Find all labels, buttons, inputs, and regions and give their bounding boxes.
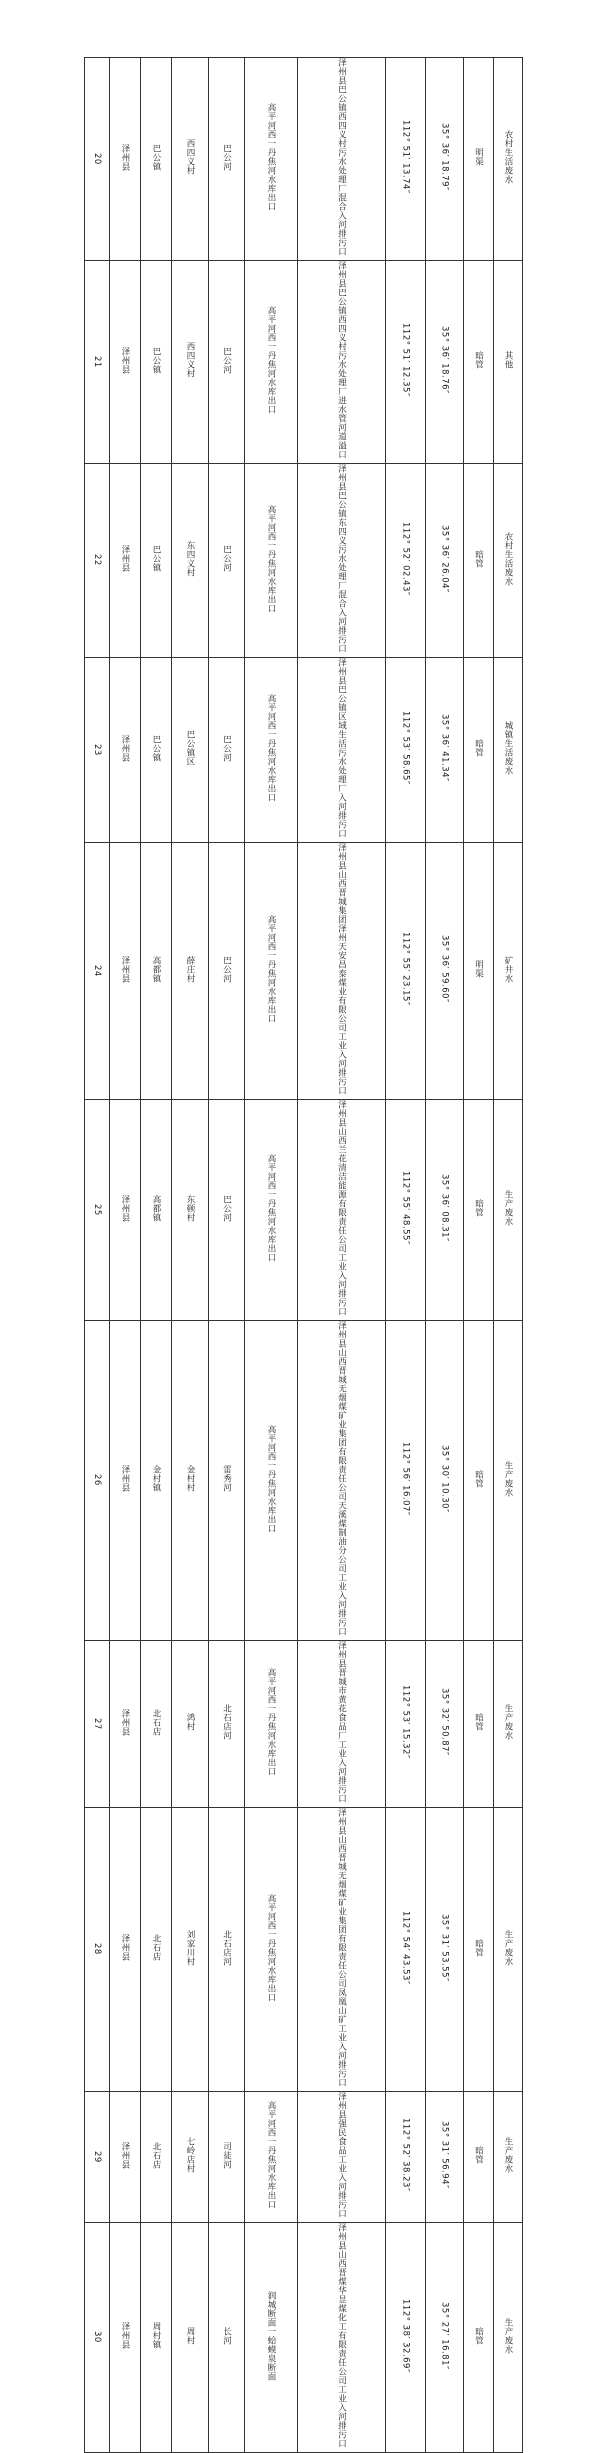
county: 泽州县 bbox=[120, 1465, 130, 1492]
discharge-mode: 暗管 bbox=[473, 1469, 484, 1488]
discharge-mode-cell bbox=[464, 464, 494, 658]
table-row bbox=[85, 2223, 523, 2453]
control-section: 高平河西一丹焦河水库出口 bbox=[266, 504, 276, 613]
village-cell bbox=[172, 843, 209, 1100]
town-cell bbox=[141, 1100, 172, 1321]
county-cell bbox=[110, 261, 141, 464]
outlet-name-cell bbox=[298, 58, 386, 261]
row-number: 26 bbox=[92, 1474, 102, 1486]
county: 泽州县 bbox=[120, 734, 130, 762]
outlet-name: 泽州县山西兰花清洁能源有限责任公司工业入河排污口 bbox=[336, 1100, 347, 1316]
outlet-name-cell bbox=[298, 261, 386, 464]
county: 泽州县 bbox=[120, 545, 130, 572]
row-number-cell bbox=[85, 58, 110, 261]
town-cell bbox=[141, 261, 172, 464]
village-cell bbox=[172, 658, 209, 843]
discharge-mode-cell bbox=[464, 1808, 494, 2092]
row-number-cell bbox=[85, 464, 110, 658]
control-section: 高平河西一丹焦河水库出口 bbox=[266, 1154, 276, 1262]
latitude-cell bbox=[426, 261, 464, 464]
wastewater-type: 农村生活废水 bbox=[503, 130, 513, 184]
latitude-cell bbox=[426, 2223, 464, 2453]
town-cell bbox=[141, 843, 172, 1100]
control-section-cell bbox=[245, 2223, 298, 2453]
town: 巴公镇 bbox=[151, 734, 161, 762]
control-section-cell bbox=[245, 1808, 298, 2092]
control-section: 高平河西一丹焦河水库出口 bbox=[266, 1424, 276, 1533]
outlet-name: 泽州县巴公镇西四义村污水处理厂进水管河道溢口 bbox=[336, 261, 347, 459]
row-number: 25 bbox=[92, 1203, 102, 1216]
control-section: 润城断面一蛤蟆泉断面 bbox=[266, 2290, 276, 2381]
wastewater-type-cell bbox=[494, 1808, 523, 2092]
control-section-cell bbox=[245, 843, 298, 1100]
county: 泽州县 bbox=[120, 955, 130, 983]
town: 北石店 bbox=[151, 1934, 161, 1961]
county: 泽州县 bbox=[120, 1708, 130, 1736]
river-cell bbox=[209, 2092, 245, 2223]
village: 东四义村 bbox=[185, 540, 195, 577]
row-number: 30 bbox=[92, 2331, 102, 2343]
town: 高都镇 bbox=[151, 955, 161, 983]
row-number-cell bbox=[85, 1100, 110, 1321]
longitude: 112° 51′ 13.74″ bbox=[400, 120, 411, 194]
longitude-cell bbox=[386, 261, 426, 464]
row-number: 24 bbox=[92, 964, 102, 977]
discharge-mode: 暗管 bbox=[473, 549, 484, 568]
row-number-cell bbox=[85, 2092, 110, 2223]
latitude: 35° 36′ 59.60″ bbox=[439, 935, 450, 1003]
town-cell bbox=[141, 1321, 172, 1641]
control-section: 高平河西一丹焦河水库出口 bbox=[266, 1668, 276, 1776]
table-row bbox=[85, 464, 523, 658]
outlet-name: 泽州县巴公镇东四义污水处理厂混合入河排污口 bbox=[336, 464, 347, 653]
county-cell bbox=[110, 843, 141, 1100]
latitude: 35° 36′ 18.79″ bbox=[439, 123, 450, 191]
wastewater-type: 生产废水 bbox=[503, 2317, 513, 2354]
outlet-name-cell bbox=[298, 2223, 386, 2453]
latitude: 35° 36′ 18.76″ bbox=[439, 326, 450, 394]
wastewater-type-cell bbox=[494, 464, 523, 658]
latitude-cell bbox=[426, 1100, 464, 1321]
town-cell bbox=[141, 1808, 172, 2092]
wastewater-type-cell bbox=[494, 2092, 523, 2223]
village: 巴公镇区 bbox=[185, 730, 195, 766]
longitude-cell bbox=[386, 464, 426, 658]
discharge-mode: 暗管 bbox=[473, 2146, 484, 2164]
control-section-cell bbox=[245, 1641, 298, 1808]
discharge-mode-cell bbox=[464, 58, 494, 261]
village-cell bbox=[172, 58, 209, 261]
latitude-cell bbox=[426, 2092, 464, 2223]
row-number-cell bbox=[85, 2223, 110, 2453]
wastewater-type: 农村生活废水 bbox=[503, 531, 513, 586]
county-cell bbox=[110, 464, 141, 658]
village: 西四义村 bbox=[185, 342, 195, 378]
county: 泽州县 bbox=[120, 2141, 130, 2169]
discharge-mode-cell bbox=[464, 261, 494, 464]
longitude: 112° 55′ 48.55″ bbox=[400, 1171, 411, 1245]
longitude: 112° 55′ 23.15″ bbox=[400, 932, 411, 1006]
discharge-mode-cell bbox=[464, 843, 494, 1100]
village: 东顿村 bbox=[185, 1194, 195, 1222]
row-number: 21 bbox=[92, 355, 102, 368]
control-section-cell bbox=[245, 1321, 298, 1641]
table-row bbox=[85, 1321, 523, 1641]
table-row bbox=[85, 1100, 523, 1321]
county-cell bbox=[110, 1808, 141, 2092]
discharge-mode: 明渠 bbox=[473, 148, 484, 166]
river: 巴公河 bbox=[221, 955, 232, 983]
longitude: 112° 38′ 32.69″ bbox=[400, 2298, 411, 2373]
river: 巴公河 bbox=[221, 346, 232, 374]
river: 雷秀河 bbox=[221, 1465, 232, 1492]
county-cell bbox=[110, 658, 141, 843]
control-section: 高平河西一丹焦河水库出口 bbox=[266, 2101, 276, 2209]
wastewater-type-cell bbox=[494, 843, 523, 1100]
control-section-cell bbox=[245, 58, 298, 261]
river-cell bbox=[209, 1321, 245, 1641]
discharge-mode-cell bbox=[464, 2223, 494, 2453]
longitude-cell bbox=[386, 658, 426, 843]
discharge-mode-cell bbox=[464, 1100, 494, 1321]
discharge-mode: 暗管 bbox=[473, 351, 484, 369]
river: 巴公河 bbox=[221, 734, 232, 762]
latitude: 35° 36′ 26.04″ bbox=[439, 524, 450, 593]
wastewater-type-cell bbox=[494, 58, 523, 261]
row-number-cell bbox=[85, 1641, 110, 1808]
longitude-cell bbox=[386, 1808, 426, 2092]
river-cell bbox=[209, 58, 245, 261]
wastewater-type: 其他 bbox=[503, 351, 513, 369]
longitude: 112° 51′ 12.35″ bbox=[400, 323, 411, 397]
wastewater-type-cell bbox=[494, 2223, 523, 2453]
discharge-mode: 暗管 bbox=[473, 1938, 484, 1957]
discharge-mode-cell bbox=[464, 1321, 494, 1641]
outlet-name: 泽州县巴公镇区域生活污水处理厂入河排污口 bbox=[336, 658, 347, 838]
longitude: 112° 53′ 58.65″ bbox=[400, 711, 411, 785]
longitude: 112° 53′ 15.32″ bbox=[400, 1685, 411, 1759]
town-cell bbox=[141, 1641, 172, 1808]
longitude: 112° 52′ 02.43″ bbox=[400, 521, 411, 596]
village-cell bbox=[172, 464, 209, 658]
village: 金村村 bbox=[185, 1465, 195, 1492]
discharge-mode: 明渠 bbox=[473, 960, 484, 978]
village: 周村 bbox=[185, 2326, 195, 2345]
river-cell bbox=[209, 261, 245, 464]
wastewater-type-cell bbox=[494, 658, 523, 843]
county-cell bbox=[110, 1641, 141, 1808]
village-cell bbox=[172, 2092, 209, 2223]
river-cell bbox=[209, 843, 245, 1100]
latitude-cell bbox=[426, 58, 464, 261]
wastewater-type: 生产废水 bbox=[503, 1704, 513, 1740]
latitude: 35° 31′ 56.94″ bbox=[439, 2121, 450, 2189]
control-section-cell bbox=[245, 1100, 298, 1321]
latitude: 35° 36′ 08.31″ bbox=[439, 1174, 450, 1242]
wastewater-type-cell bbox=[494, 1641, 523, 1808]
town-cell bbox=[141, 58, 172, 261]
longitude-cell bbox=[386, 1641, 426, 1808]
control-section-cell bbox=[245, 464, 298, 658]
outlet-name: 泽州县山西晋城无烟煤矿业集团有限责任公司凤凰山矿工业入河排污口 bbox=[336, 1808, 347, 2087]
latitude: 35° 27′ 16.81″ bbox=[439, 2301, 450, 2370]
town: 北石店 bbox=[151, 2141, 161, 2169]
river-cell bbox=[209, 464, 245, 658]
discharge-mode: 暗管 bbox=[473, 1199, 484, 1217]
river: 巴公河 bbox=[221, 143, 232, 171]
outlet-name: 泽州县巴公镇西四义村污水处理厂混合入河排污口 bbox=[336, 58, 347, 256]
wastewater-type-cell bbox=[494, 1321, 523, 1641]
village-cell bbox=[172, 1808, 209, 2092]
latitude-cell bbox=[426, 658, 464, 843]
river-cell bbox=[209, 1641, 245, 1808]
village-cell bbox=[172, 2223, 209, 2453]
outlet-name: 泽州县强民食品工业入河排污口 bbox=[336, 2092, 347, 2218]
town: 金村镇 bbox=[151, 1465, 161, 1492]
river: 北石店河 bbox=[221, 1929, 232, 1966]
longitude-cell bbox=[386, 2223, 426, 2453]
outlet-name: 泽州县山西晋城无烟煤矿业集团有限责任公司天溪煤制油分公司工业入河排污口 bbox=[336, 1321, 347, 1636]
county: 泽州县 bbox=[120, 1934, 130, 1961]
county-cell bbox=[110, 2092, 141, 2223]
village-cell bbox=[172, 1100, 209, 1321]
table-row bbox=[85, 843, 523, 1100]
county: 泽州县 bbox=[120, 143, 130, 171]
table-row bbox=[85, 261, 523, 464]
discharge-mode-cell bbox=[464, 658, 494, 843]
longitude-cell bbox=[386, 1100, 426, 1321]
longitude-cell bbox=[386, 843, 426, 1100]
town-cell bbox=[141, 2223, 172, 2453]
row-number: 27 bbox=[92, 1717, 102, 1730]
outlet-name-cell bbox=[298, 1641, 386, 1808]
outlet-name-cell bbox=[298, 658, 386, 843]
discharge-mode: 暗管 bbox=[473, 2326, 484, 2345]
town: 高都镇 bbox=[151, 1194, 161, 1222]
control-section-cell bbox=[245, 261, 298, 464]
longitude-cell bbox=[386, 1321, 426, 1641]
river-cell bbox=[209, 2223, 245, 2453]
row-number-cell bbox=[85, 843, 110, 1100]
row-number-cell bbox=[85, 1321, 110, 1641]
longitude: 112° 52′ 38.23″ bbox=[400, 2118, 411, 2192]
outlet-name-cell bbox=[298, 1808, 386, 2092]
table-row bbox=[85, 2092, 523, 2223]
row-number: 22 bbox=[92, 554, 102, 566]
outlet-name-cell bbox=[298, 1321, 386, 1641]
latitude: 35° 30′ 10.30″ bbox=[439, 1444, 450, 1513]
latitude: 35° 36′ 41.34″ bbox=[439, 714, 450, 782]
river-cell bbox=[209, 658, 245, 843]
control-section: 高平河西一丹焦河水库出口 bbox=[266, 306, 276, 414]
wastewater-type-cell bbox=[494, 261, 523, 464]
wastewater-type: 城镇生活废水 bbox=[503, 721, 513, 775]
village-cell bbox=[172, 261, 209, 464]
latitude: 35° 31′ 53.55″ bbox=[439, 1913, 450, 1982]
control-section-cell bbox=[245, 2092, 298, 2223]
village-cell bbox=[172, 1321, 209, 1641]
latitude-cell bbox=[426, 1641, 464, 1808]
wastewater-type: 生产废水 bbox=[503, 1460, 513, 1497]
row-number: 20 bbox=[92, 152, 102, 165]
river: 司徒河 bbox=[221, 2141, 232, 2169]
wastewater-type-cell bbox=[494, 1100, 523, 1321]
longitude-cell bbox=[386, 58, 426, 261]
row-number-cell bbox=[85, 658, 110, 843]
county-cell bbox=[110, 1321, 141, 1641]
row-number-cell bbox=[85, 261, 110, 464]
wastewater-type: 矿井水 bbox=[503, 955, 513, 983]
table-row bbox=[85, 1641, 523, 1808]
longitude-cell bbox=[386, 2092, 426, 2223]
control-section: 高平河西一丹焦河水库出口 bbox=[266, 915, 276, 1023]
town: 周村镇 bbox=[151, 2322, 161, 2349]
discharge-mode-cell bbox=[464, 1641, 494, 1808]
outlet-name-cell bbox=[298, 464, 386, 658]
discharge-mode-cell bbox=[464, 2092, 494, 2223]
control-section: 高平河西一丹焦河水库出口 bbox=[266, 1893, 276, 2002]
outlet-name: 泽州县山西晋城集团泽州天安昌泰煤业有限公司工业入河排污口 bbox=[336, 843, 347, 1095]
wastewater-type: 生产废水 bbox=[503, 1929, 513, 1966]
river-cell bbox=[209, 1100, 245, 1321]
town: 北石店 bbox=[151, 1708, 161, 1736]
table-row bbox=[85, 1808, 523, 2092]
control-section: 高平河西一丹焦河水库出口 bbox=[266, 103, 276, 211]
row-number: 23 bbox=[92, 743, 102, 756]
latitude: 35° 32′ 50.87″ bbox=[439, 1688, 450, 1756]
town-cell bbox=[141, 658, 172, 843]
county: 泽州县 bbox=[120, 2322, 130, 2349]
discharge-mode: 暗管 bbox=[473, 739, 484, 757]
river: 巴公河 bbox=[221, 545, 232, 572]
town: 巴公镇 bbox=[151, 143, 161, 171]
village: 鸿村 bbox=[185, 1713, 195, 1731]
town-cell bbox=[141, 464, 172, 658]
river: 北石店河 bbox=[221, 1704, 232, 1740]
control-section-cell bbox=[245, 658, 298, 843]
county: 泽州县 bbox=[120, 346, 130, 374]
latitude-cell bbox=[426, 1321, 464, 1641]
river: 巴公河 bbox=[221, 1194, 232, 1222]
row-number: 28 bbox=[92, 1943, 102, 1955]
county-cell bbox=[110, 58, 141, 261]
longitude: 112° 56′ 16.07″ bbox=[400, 1441, 411, 1516]
village: 薛庄村 bbox=[185, 955, 195, 983]
county-cell bbox=[110, 1100, 141, 1321]
outlet-name-cell bbox=[298, 1100, 386, 1321]
latitude-cell bbox=[426, 1808, 464, 2092]
longitude: 112° 54′ 43.53″ bbox=[400, 1910, 411, 1985]
town: 巴公镇 bbox=[151, 346, 161, 374]
control-section: 高平河西一丹焦河水库出口 bbox=[266, 694, 276, 802]
wastewater-type: 生产废水 bbox=[503, 2137, 513, 2173]
county-cell bbox=[110, 2223, 141, 2453]
discharge-mode: 暗管 bbox=[473, 1713, 484, 1731]
town: 巴公镇 bbox=[151, 545, 161, 572]
river-cell bbox=[209, 1808, 245, 2092]
latitude-cell bbox=[426, 464, 464, 658]
row-number-cell bbox=[85, 1808, 110, 2092]
wastewater-type: 生产废水 bbox=[503, 1190, 513, 1226]
river: 长河 bbox=[221, 2326, 232, 2345]
outlet-name-cell bbox=[298, 2092, 386, 2223]
outlet-table bbox=[84, 57, 523, 2453]
village-cell bbox=[172, 1641, 209, 1808]
outlet-name: 泽州县晋城市黄花食品厂工业入河排污口 bbox=[336, 1641, 347, 1803]
village: 刘家川村 bbox=[185, 1929, 195, 1966]
town-cell bbox=[141, 2092, 172, 2223]
outlet-name: 泽州县山西晋煤华昱煤化工有限责任公司工业入河排污口 bbox=[336, 2223, 347, 2448]
county: 泽州县 bbox=[120, 1194, 130, 1222]
row-number: 29 bbox=[92, 2150, 102, 2163]
outlet-name-cell bbox=[298, 843, 386, 1100]
village: 西四义村 bbox=[185, 139, 195, 175]
latitude-cell bbox=[426, 843, 464, 1100]
table-row bbox=[85, 658, 523, 843]
village: 七岭店村 bbox=[185, 2137, 195, 2173]
table-row bbox=[85, 58, 523, 261]
